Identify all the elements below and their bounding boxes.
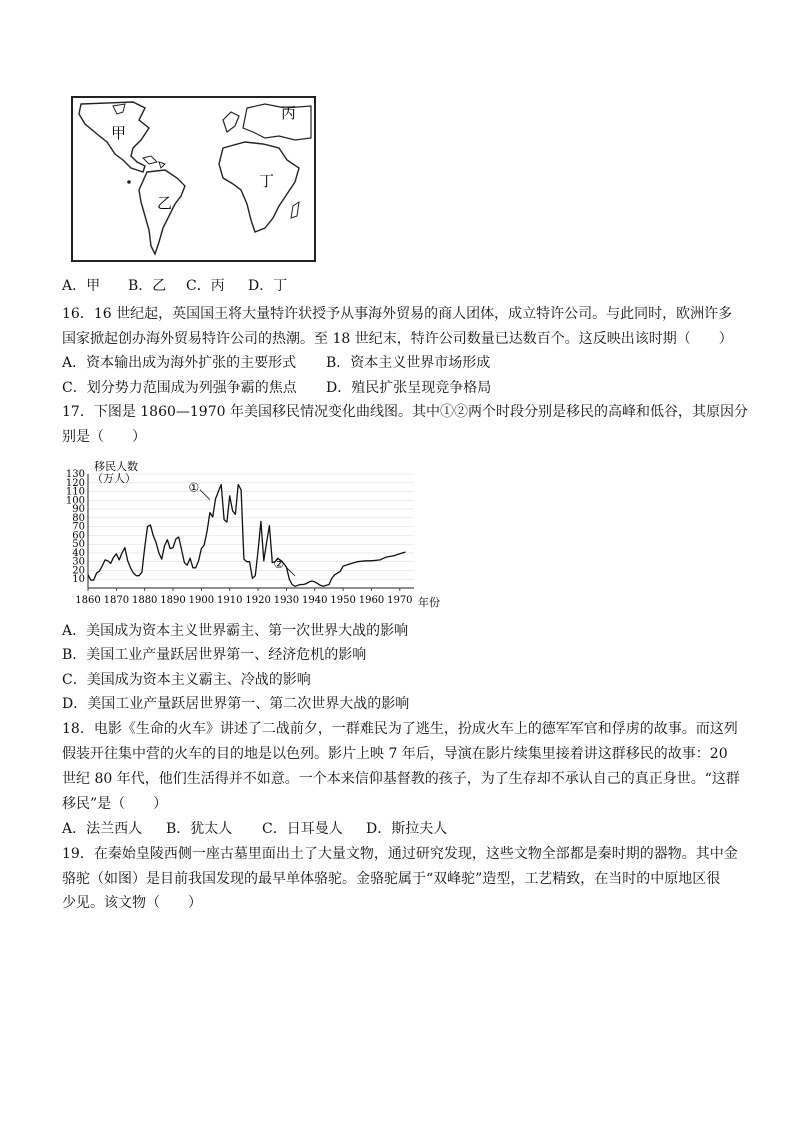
- q18-option-d[interactable]: D．斯拉夫人: [366, 821, 448, 837]
- immigration-chart: [62, 460, 447, 618]
- annotation-marker-1: ①: [188, 480, 200, 495]
- q18-stem-line3: 世纪 80 年代，他们生活得并不如意。一个本来信仰基督教的孩子，为了生存却不承认自己的真正身世。“这群: [62, 771, 740, 787]
- annotation-marker-2: ②: [273, 556, 285, 571]
- y-tick-label: 10: [72, 574, 85, 586]
- annotation-leader-1: [200, 490, 210, 500]
- chart-xlabel: 年份: [418, 596, 440, 609]
- q18-options: [62, 820, 732, 838]
- chart-ylabel-line2: （万人）: [92, 472, 136, 485]
- q18-option-a[interactable]: A．法兰西人: [62, 821, 143, 837]
- q16-option-a[interactable]: A．资本输出成为海外扩张的主要形式: [62, 355, 297, 371]
- q18-stem-line1: 18．电影《生命的火车》讲述了二战前夕，一群难民为了逃生，扮成火车上的德军军官和俘虏的故事。而这列: [62, 721, 738, 737]
- q16-option-b[interactable]: B．资本主义世界市场形成: [326, 355, 491, 371]
- x-tick-label: 1960: [358, 595, 385, 606]
- world-map-figure: [71, 96, 316, 262]
- y-tick-label: 50: [72, 539, 85, 551]
- q19-stem-line1: 19．在秦始皇陵西侧一座古墓里面出土了大量文物，通过研究发现，这些文物全部都是秦时期的器物。其中金: [62, 846, 738, 862]
- x-tick-label: 1910: [217, 595, 243, 606]
- q15-option-d[interactable]: D．丁: [248, 278, 288, 294]
- q17-option-a[interactable]: A．美国成为资本主义世界霸主、第一次世界大战的影响: [62, 623, 409, 639]
- x-tick-label: 1870: [103, 595, 130, 606]
- x-tick-label: 1860: [75, 595, 101, 606]
- q17-option-d[interactable]: D．美国工业产量跃居世界第一、第二次世界大战的影响: [62, 696, 410, 712]
- q19-stem-line2: 骆驼（如图）是目前我国发现的最早单体骆驼。金骆驼属于“双峰驼”造型，工艺精致，在当时的中原地区很: [62, 871, 721, 887]
- y-tick-label: 130: [65, 469, 85, 480]
- y-tick-label: 80: [72, 512, 85, 524]
- y-tick-label: 90: [72, 504, 85, 516]
- q16-options-row1: [62, 354, 732, 372]
- y-tick-label: 20: [72, 565, 85, 577]
- map-label-jia: 甲: [111, 124, 127, 142]
- island-dot: [127, 180, 131, 184]
- world-map-outline: [73, 98, 314, 260]
- annotation-leader-2: [285, 566, 295, 576]
- y-tick-label: 120: [65, 477, 85, 489]
- q15-options: [62, 277, 732, 295]
- x-tick-label: 1920: [245, 595, 271, 606]
- q19-stem-line3: 少见。该文物（ ）: [62, 895, 202, 911]
- y-tick-label: 40: [72, 547, 85, 559]
- map-label-bing: 丙: [281, 104, 297, 122]
- map-label-yi: 乙: [157, 194, 173, 212]
- q16-options-row2: [62, 379, 732, 397]
- x-tick-label: 1970: [387, 595, 413, 606]
- q16-option-d[interactable]: D．殖民扩张呈现竞争格局: [326, 380, 492, 396]
- q16-stem-line2: 国家掀起创办海外贸易特许公司的热潮。至 18 世纪末，特许公司数量已达数百个。这反映出该时期（ ）: [62, 331, 733, 347]
- q17-option-b[interactable]: B．美国工业产量跃居世界第一、经济危机的影响: [62, 647, 367, 663]
- x-tick-label: 1950: [330, 595, 356, 606]
- q17-stem-line1: 17．下图是 1860—1970 年美国移民情况变化曲线图。其中①②两个时段分别是移民的高峰和低谷，其原因分: [62, 404, 748, 420]
- y-tick-label: 70: [72, 521, 85, 533]
- chart-ylabel-line1: 移民人数: [94, 460, 138, 473]
- x-tick-label: 1930: [273, 595, 300, 606]
- q18-option-c[interactable]: C．日耳曼人: [262, 821, 343, 837]
- map-label-ding: 丁: [259, 172, 275, 190]
- q16-option-c[interactable]: C．划分势力范围成为列强争霸的焦点: [62, 380, 297, 396]
- x-tick-label: 1900: [188, 595, 215, 606]
- immigration-chart-svg: [62, 460, 447, 618]
- q18-stem-line4: 移民”是（ ）: [62, 796, 168, 812]
- q15-option-b[interactable]: B．乙: [128, 278, 167, 294]
- q17-option-c[interactable]: C．美国成为资本主义霸主、冷战的影响: [62, 672, 311, 688]
- q16-stem-line1: 16．16 世纪起，英国国王将大量特许状授予从事海外贸易的商人团体，成立特许公司。与此同时，欧洲许多: [62, 306, 733, 322]
- x-tick-label: 1890: [160, 595, 186, 606]
- y-tick-label: 30: [72, 556, 85, 568]
- x-tick-label: 1940: [302, 595, 328, 606]
- y-tick-label: 100: [65, 495, 85, 507]
- y-tick-label: 110: [65, 486, 85, 498]
- x-tick-label: 1880: [131, 595, 158, 606]
- q17-stem-line2: 别是（ ）: [62, 429, 146, 445]
- q15-option-a[interactable]: A．甲: [62, 278, 101, 294]
- y-tick-label: 60: [72, 530, 85, 542]
- q18-stem-line2: 假装开往集中营的火车的目的地是以色列。影片上映 7 年后，导演在影片续集里接着讲这群移民的故事：20: [62, 746, 728, 762]
- q18-option-b[interactable]: B．犹太人: [166, 821, 233, 837]
- q15-option-c[interactable]: C．丙: [186, 278, 225, 294]
